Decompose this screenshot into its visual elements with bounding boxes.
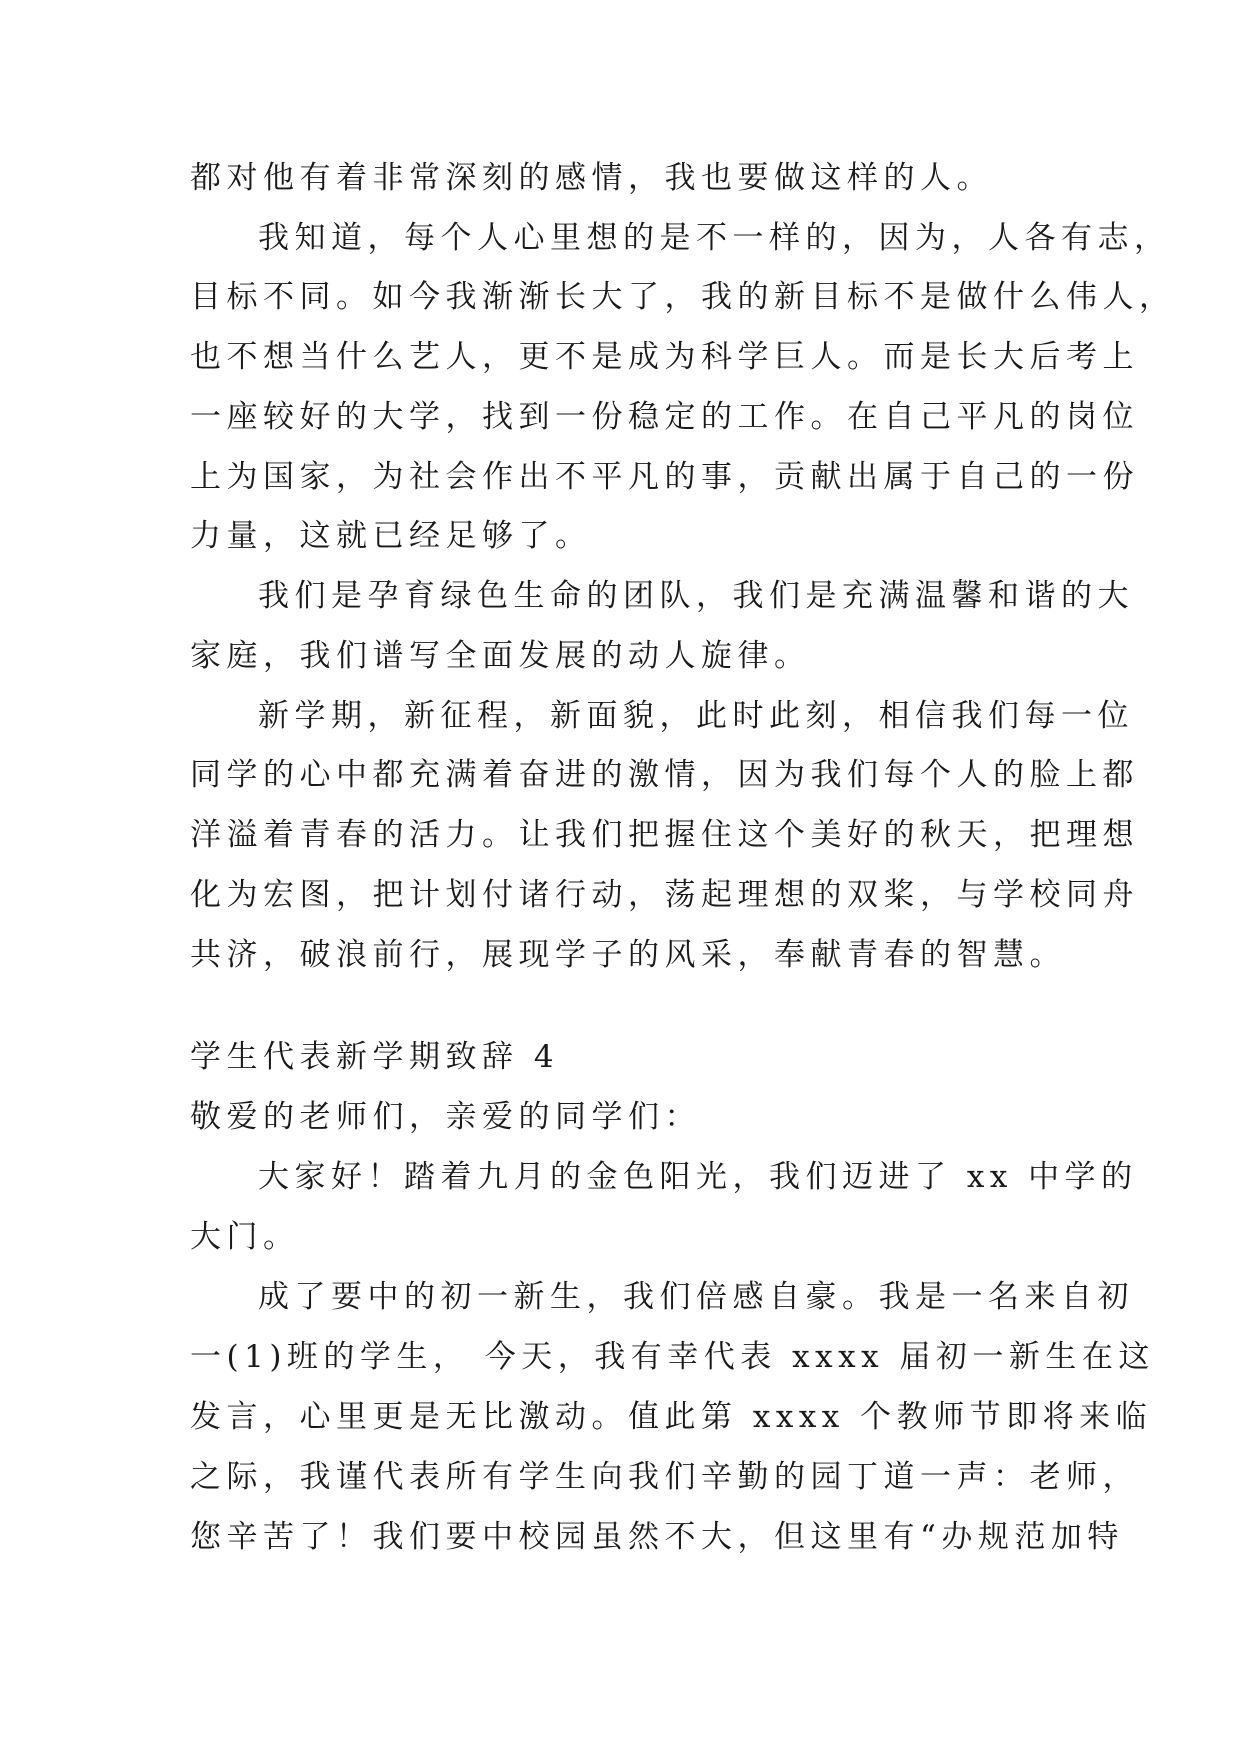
paragraph-line: 发言，心里更是无比激动。值此第 xxxx 个教师节即将来临 — [190, 1399, 1153, 1435]
paragraph-line: 化为宏图，把计划付诸行动，荡起理想的双桨，与学校同舟 — [190, 877, 1139, 913]
paragraph-line: 您辛苦了！我们要中校园虽然不大，但这里有“办规范加特 — [190, 1519, 1124, 1555]
paragraph-line: 一(1)班的学生， 今天，我有幸代表 xxxx 届初一新生在这 — [190, 1339, 1155, 1375]
paragraph-line: 洋溢着青春的活力。让我们把握住这个美好的秋天，把理想 — [190, 817, 1139, 853]
section-title: 学生代表新学期致辞 4 — [190, 1039, 560, 1075]
paragraph-line: 一座较好的大学，找到一份稳定的工作。在自己平凡的岗位 — [190, 399, 1139, 435]
paragraph-line: 大门。 — [190, 1219, 300, 1255]
paragraph-line: 家庭，我们谱写全面发展的动人旋律。 — [190, 638, 811, 674]
paragraph-line: 目标不同。如今我渐渐长大了，我的新目标不是做什么伟人， — [190, 279, 1176, 315]
paragraph-line: 力量，这就已经足够了。 — [190, 518, 592, 554]
paragraph-line: 同学的心中都充满着奋进的激情，因为我们每个人的脸上都 — [190, 757, 1139, 793]
paragraph-line: 成了要中的初一新生，我们倍感自豪。我是一名来自初 — [258, 1279, 1134, 1315]
paragraph-line: 共济，破浪前行，展现学子的风采，奉献青春的智慧。 — [190, 937, 1066, 973]
paragraph-line: 上为国家，为社会作出不平凡的事，贡献出属于自己的一份 — [190, 459, 1139, 495]
paragraph-line: 大家好！踏着九月的金色阳光，我们迈进了 xx 中学的 — [258, 1159, 1138, 1195]
paragraph-line: 我们是孕育绿色生命的团队，我们是充满温馨和谐的大 — [258, 578, 1134, 614]
paragraph-line: 都对他有着非常深刻的感情，我也要做这样的人。 — [190, 160, 993, 196]
paragraph-line: 我知道，每个人心里想的是不一样的，因为，人各有志， — [258, 220, 1171, 256]
paragraph-line: 也不想当什么艺人，更不是成为科学巨人。而是长大后考上 — [190, 339, 1139, 375]
paragraph-line: 之际，我谨代表所有学生向我们辛勤的园丁道一声：老师， — [190, 1459, 1139, 1495]
salutation: 敬爱的老师们，亲爱的同学们： — [190, 1099, 701, 1135]
paragraph-line: 新学期，新征程，新面貌，此时此刻，相信我们每一位 — [258, 698, 1134, 734]
